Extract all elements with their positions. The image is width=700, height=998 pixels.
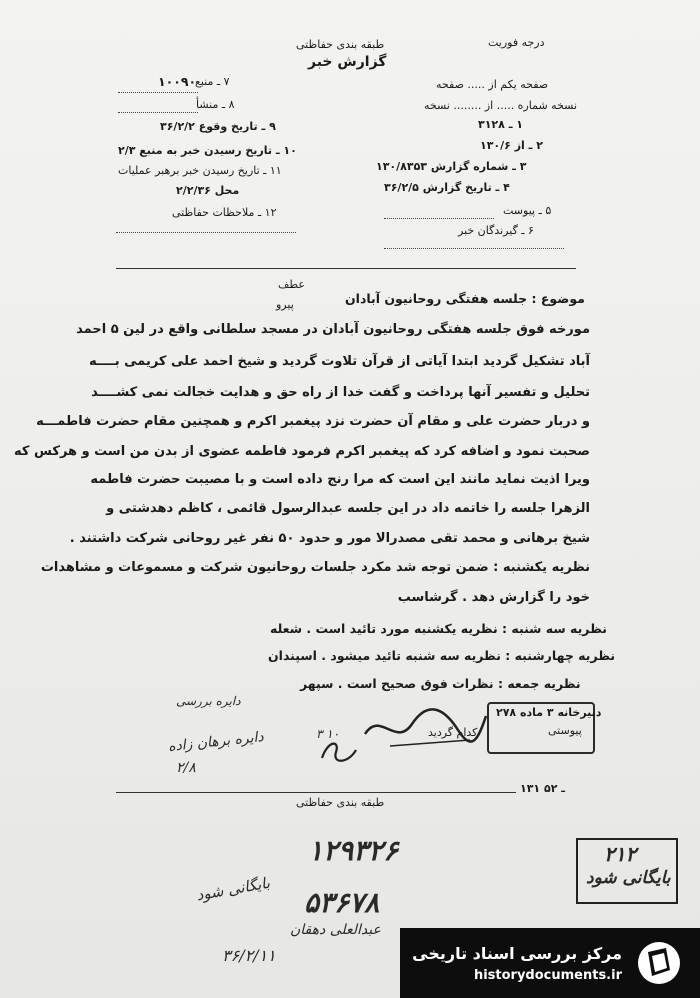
- classification-top: طبقه بندی حفاظتی: [296, 38, 385, 51]
- following-note: پیرو: [276, 298, 294, 311]
- field-12-dots: [116, 232, 296, 233]
- field-7-value: ۱۰۰۹۰: [158, 74, 197, 89]
- header-divider: [116, 268, 576, 269]
- field-3-report-number: ۳ ـ شماره گزارش ۱۳۰/۸۳۵۳: [376, 160, 527, 173]
- body-line-2: آباد تشکیل گردید ابتدا آیاتی از قرآن تلاوت گردید و شیخ احمد علی کریمی بــــه: [89, 354, 590, 369]
- body-line-7: الزهرا جلسه را خاتمه داد در این جلسه عبدالرسول قائمی ، کاظم دهدشتی و: [106, 501, 590, 516]
- field-9-date: ۹ ـ تاریخ وقوع ۳۶/۲/۲: [160, 120, 276, 133]
- file-number: ۵۳۶۷۸: [304, 886, 380, 919]
- archive-number: ۱۲۹۳۲۶: [308, 834, 399, 867]
- field-11-date: ۱۱ ـ تاریخ رسیدن خبر برهبر عملیات: [118, 164, 282, 177]
- footer-divider: [116, 792, 516, 793]
- opinion-wednesday: نظریه چهارشنبه : نظریه سه شنبه تائید میشود . اسپندان: [268, 648, 616, 663]
- opinion-friday: نظریه جمعه : نظرات فوق صحیح است . سپهر: [300, 676, 581, 691]
- field-4-report-date: ۴ ـ تاریخ گزارش ۳۶/۲/۵: [384, 181, 510, 194]
- field-6-dots: [384, 248, 564, 249]
- body-line-9: نظریه یکشنبه : ضمن توجه شد مکرد جلسات روحانیون شرکت و مسموعات و مشاهدات: [40, 560, 590, 575]
- bottom-code: ۱۳۱ ـ ۵۲: [520, 782, 566, 795]
- reference-note: عطف: [278, 278, 305, 291]
- hand-note-number: ۲/۸: [176, 760, 196, 776]
- body-line-8: شیخ برهانی و محمد تقی مصدرالا مور و حدود ۵۰ نفر غیر روحانی شرکت داشتند .: [69, 531, 590, 546]
- signature-scribble: [360, 700, 490, 752]
- stamp-line-3: کدام گردید: [428, 726, 478, 739]
- hand-note-date: ۳۶/۲/۱۱: [222, 946, 276, 965]
- hand-note-name: عبدالعلی دهقان: [290, 922, 381, 938]
- field-2: ۲ ـ از ۱۳۰/۶: [480, 139, 543, 152]
- field-12-notes: ۱۲ ـ ملاحظات حفاظتی: [172, 206, 277, 219]
- hand-note-review: دایره بررسی: [176, 694, 241, 708]
- hand-note-archive: بایگانی شود: [195, 873, 272, 905]
- body-line-10: خود را گزارش دهد . گرشاسب: [397, 590, 590, 605]
- archive-box-number: ۲۱۲: [604, 842, 637, 866]
- center-scribble: [318, 736, 360, 766]
- field-7-dots: [118, 92, 198, 93]
- watermark-title: مرکز بررسی اسناد تاریخی: [412, 944, 622, 963]
- field-1: ۱ ـ ۳۱۲۸: [478, 118, 523, 131]
- body-line-5: صحبت نمود و اضافه کرد که پیغمبر اکرم فرمود فاطمه عضوی از بدن من است و هرکس که: [14, 444, 590, 459]
- watermark-url: historydocuments.ir: [473, 968, 622, 983]
- body-line-6: ویرا اذیت نماید مانند این است که مرا رنج داده است و با مصیبت حضرت فاطمه: [90, 472, 590, 487]
- hand-note-center: ۳ ۱۰: [316, 727, 340, 741]
- body-line-1: مورخه فوق جلسه هفتگی روحانیون آبادان در مسجد سلطانی واقع در لین ۵ احمد: [76, 322, 590, 337]
- subject-line: موضوع : جلسه هفتگی روحانیون آبادان: [345, 291, 585, 306]
- page-of-label: صفحه یکم از ..... صفحه: [436, 78, 549, 91]
- field-6-recipients: ۶ ـ گیرندگان خبر: [458, 224, 534, 237]
- field-5-attachment: ۵ ـ پیوست: [503, 204, 552, 217]
- stamp-line-1: دبیرخانه ۳ ماده ۲۷۸: [496, 706, 602, 719]
- archive-logo-icon: [636, 940, 682, 986]
- body-line-4: و دربار حضرت علی و مقام آن حضرت نزد پیغمبر اکرم و همچنین مقام حضرت فاطمـــه: [36, 414, 590, 429]
- report-title: گزارش خبر: [308, 54, 387, 70]
- field-8-origin: ۸ ـ منشأ: [196, 98, 235, 111]
- archive-box-text: بایگانی شود: [586, 868, 671, 888]
- stamp-line-2: پیوستی: [548, 724, 582, 737]
- classification-bottom: طبقه بندی حفاظتی: [296, 796, 385, 809]
- body-line-3: تحلیل و تفسیر آنها پرداخت و گفت خدا از راه حق و هدایت خجالت نمی کشــــد: [91, 385, 590, 400]
- field-11-place: محل ۲/۲/۳۶: [176, 184, 240, 197]
- copy-number-label: نسخه شماره ..... از ........ نسخه: [424, 99, 578, 112]
- field-10-date: ۱۰ ـ تاریخ رسیدن خبر به منبع ۲/۳: [118, 144, 297, 157]
- opinion-tuesday: نظریه سه شنبه : نظریه یکشنبه مورد تائید است . شعله: [270, 621, 607, 636]
- urgency-degree: درجه فوریت: [488, 36, 545, 49]
- field-7-source: ۷ ـ منبع: [195, 75, 230, 88]
- field-5-dots: [384, 218, 494, 219]
- field-8-dots: [118, 112, 198, 113]
- hand-note-department: دایره برهان زاده: [167, 729, 265, 755]
